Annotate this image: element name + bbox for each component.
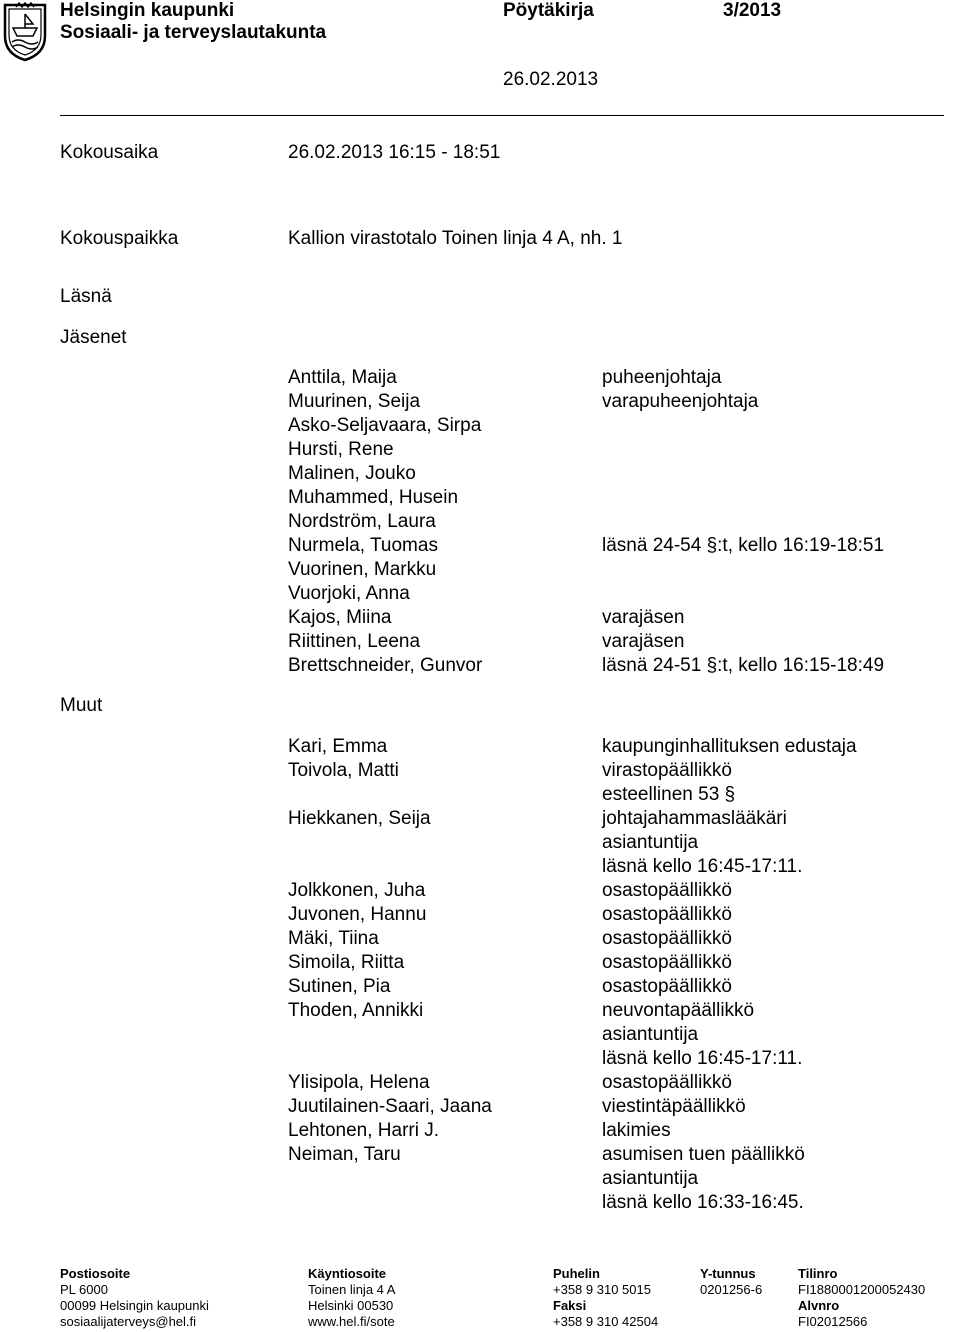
footer-postal-line2: 00099 Helsingin kaupunki [60,1298,209,1313]
other-role: johtajahammaslääkäri [602,808,787,829]
other-role: viestintäpäällikkö [602,1096,746,1117]
other-role: läsnä kello 16:33-16:45. [602,1192,804,1213]
other-role: osastopäällikkö [602,976,732,997]
member-role [602,510,884,534]
other-name: Lehtonen, Harri J. [288,1120,440,1141]
meeting-time-label: Kokousaika [60,142,159,163]
footer-account [798,1266,925,1330]
footer-visiting-address [308,1266,395,1330]
footer-postal-line1: PL 6000 [60,1282,108,1297]
meeting-place-value: Kallion virastotalo Toinen linja 4 A, nh. 1 [288,228,623,249]
member-role [602,558,884,582]
other-name: Mäki, Tiina [288,928,379,949]
member-name: Kajos, Miina [288,607,392,628]
board-name: Sosiaali- ja terveyslautakunta [60,22,327,43]
other-name: Neiman, Taru [288,1144,401,1165]
member-role: varajäsen [602,631,685,652]
meeting-place-label: Kokouspaikka [60,228,179,249]
footer-phone-number: +358 9 310 5015 [553,1282,651,1297]
other-role: osastopäällikkö [602,1072,732,1093]
present-label: Läsnä [60,286,112,307]
other-role: osastopäällikkö [602,928,732,949]
footer-business-id [700,1266,762,1298]
other-name: Juvonen, Hannu [288,904,427,925]
footer-postal-heading: Postiosoite [60,1266,131,1281]
members-names-column [288,366,482,678]
footer-fax-number: +358 9 310 42504 [553,1314,659,1329]
member-role [602,438,884,462]
footer-visit-line2: Helsinki 00530 [308,1298,394,1313]
member-name: Nurmela, Tuomas [288,535,438,556]
other-name: Ylisipola, Helena [288,1072,430,1093]
other-role: asiantuntija [602,1024,699,1045]
member-name: Anttila, Maija [288,367,397,388]
member-name: Riittinen, Leena [288,631,421,652]
other-role: osastopäällikkö [602,904,732,925]
member-name: Vuorinen, Markku [288,559,437,580]
other-role: asumisen tuen päällikkö [602,1144,805,1165]
other-role: läsnä kello 16:45-17:11. [602,1048,803,1069]
member-role: läsnä 24-54 §:t, kello 16:19-18:51 [602,535,885,556]
footer-email-link[interactable]: sosiaalijaterveys@hel.fi [60,1314,197,1329]
other-role: osastopäällikkö [602,880,732,901]
member-name: Brettschneider, Gunvor [288,655,483,676]
other-name [288,1047,492,1071]
other-name: Toivola, Matti [288,760,399,781]
member-role: läsnä 24-51 §:t, kello 16:15-18:49 [602,655,885,676]
footer-phone-heading: Puhelin [553,1266,600,1281]
footer-fax-heading: Faksi [553,1298,587,1313]
member-role [602,582,884,606]
footer-website-link[interactable]: www.hel.fi/sote [308,1314,395,1329]
member-name: Hursti, Rene [288,439,394,460]
others-names-column [288,735,492,1167]
document-date: 26.02.2013 [503,69,599,90]
member-role: varapuheenjohtaja [602,391,759,412]
document-number: 3/2013 [723,0,782,21]
other-name: Sutinen, Pia [288,976,391,997]
other-name [288,783,492,807]
meeting-time-value: 26.02.2013 16:15 - 18:51 [288,142,501,163]
member-name: Muurinen, Seija [288,391,421,412]
other-role: asiantuntija [602,1168,699,1189]
other-role: esteellinen 53 § [602,784,736,805]
member-name: Malinen, Jouko [288,463,416,484]
other-name [288,1023,492,1047]
other-role: asiantuntija [602,832,699,853]
footer-visit-heading: Käyntiosoite [308,1266,387,1281]
other-role: läsnä kello 16:45-17:11. [602,856,803,877]
member-name: Muhammed, Husein [288,487,459,508]
other-role: virastopäällikkö [602,760,732,781]
document-type: Pöytäkirja [503,0,594,21]
footer-visit-line1: Toinen linja 4 A [308,1282,396,1297]
footer-phone [553,1266,658,1330]
other-name: Kari, Emma [288,736,388,757]
members-roles-column [602,366,884,678]
other-name: Simoila, Riitta [288,952,405,973]
other-name [288,831,492,855]
member-name: Vuorjoki, Anna [288,583,410,604]
members-label: Jäsenet [60,327,127,348]
member-role [602,486,884,510]
other-role: osastopäällikkö [602,952,732,973]
other-role: lakimies [602,1120,671,1141]
others-label: Muut [60,695,103,716]
footer-ytunnus-heading: Y-tunnus [700,1266,756,1281]
member-name: Asko-Seljavaara, Sirpa [288,415,482,436]
footer-ytunnus-value: 0201256-6 [700,1282,763,1297]
footer-tilinro-heading: Tilinro [798,1266,838,1281]
footer-alvnro-value: FI02012566 [798,1314,868,1329]
member-role: puheenjohtaja [602,367,722,388]
city-name: Helsingin kaupunki [60,0,235,21]
header-divider [60,115,944,116]
other-name: Juutilainen-Saari, Jaana [288,1096,492,1117]
other-role: kaupunginhallituksen edustaja [602,736,857,757]
member-role [602,462,884,486]
member-role [602,414,884,438]
others-roles-column [602,735,857,1215]
helsinki-crest-logo [2,2,48,62]
other-name: Jolkkonen, Juha [288,880,426,901]
other-name: Hiekkanen, Seija [288,808,431,829]
other-role: neuvontapäällikkö [602,1000,755,1021]
other-name [288,855,492,879]
other-name: Thoden, Annikki [288,1000,424,1021]
footer-tilinro-value: FI1880001200052430 [798,1282,926,1297]
member-role: varajäsen [602,607,685,628]
member-name: Nordström, Laura [288,511,436,532]
footer-postal-address [60,1266,209,1330]
footer-alvnro-heading: Alvnro [798,1298,840,1313]
